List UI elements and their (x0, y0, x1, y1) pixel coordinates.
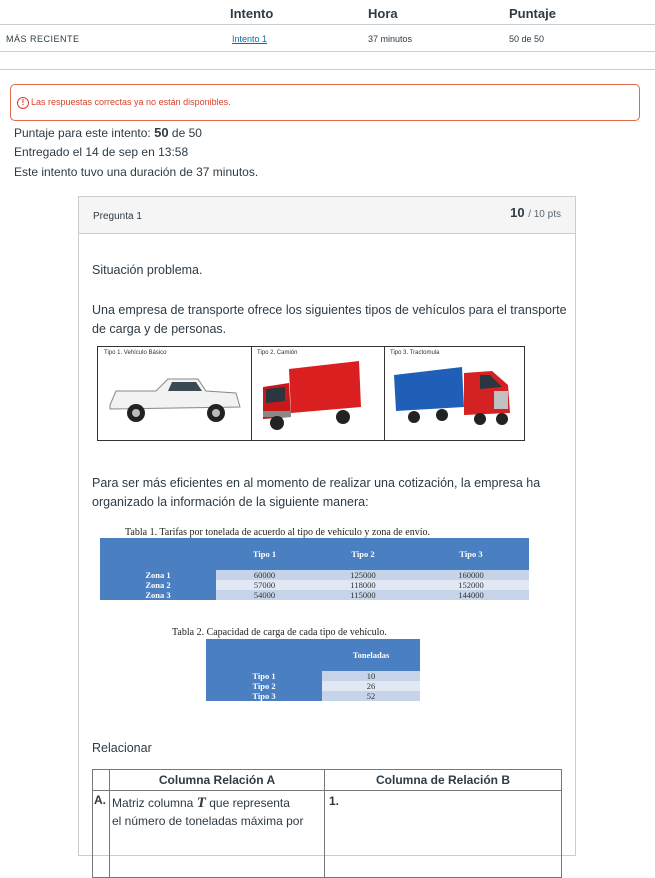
attempt-score: 50 de 50 (509, 34, 545, 44)
situation-heading: Situación problema. (92, 263, 203, 277)
rates-table (100, 538, 529, 600)
table1-header: Tipo 2 (313, 538, 413, 570)
efficiency-paragraph: Para ser más eficientes en al momento de realizar una cotización, la empresa ha organizado la información de la siguiente manera: (92, 476, 541, 509)
capacity-cell: 52 (322, 691, 420, 701)
box-truck-icon (251, 347, 384, 440)
table1-caption: Tabla 1. Tarifas por tonelada de acuerdo al tipo de vehículo y zona de envío. (125, 527, 430, 538)
table-row (100, 580, 529, 590)
table2-caption: Tabla 2. Capacidad de carga de cada tipo de vehículo. (172, 627, 387, 638)
row-a-content: Matriz columna T que representa el número de toneladas máxima por (110, 791, 325, 878)
rate-cell: 160000 (413, 570, 529, 580)
alert-text: Las respuestas correctas ya no están disponibles. (31, 97, 231, 107)
attempt-1-link[interactable]: Intento 1 (232, 34, 268, 44)
attempt-time: 37 minutos (368, 34, 413, 44)
vehicle-type-1: Tipo 1. Vehículo Básico (98, 347, 252, 440)
table1-header: Tipo 1 (216, 538, 313, 570)
type-label: Tipo 3 (206, 691, 322, 701)
submitted-date: Entregado el 14 de sep en 13:58 (14, 145, 189, 159)
rate-cell: 144000 (413, 590, 529, 600)
table2-header-corner (206, 639, 322, 671)
rate-cell: 60000 (216, 570, 313, 580)
relation-table (92, 769, 562, 878)
table-row (206, 691, 420, 701)
question-points: 10 / 10 pts (510, 205, 561, 220)
question-title: Pregunta 1 (93, 211, 142, 222)
zone-label: Zona 3 (100, 590, 216, 600)
table-row (100, 570, 529, 580)
table-row (100, 590, 529, 600)
vehicle-types-image (97, 346, 525, 441)
type-label: Tipo 2 (206, 681, 322, 691)
intro-paragraph: Una empresa de transporte ofrece los siguientes tipos de vehículos para el transporte de carga y de personas. (92, 303, 567, 336)
rate-cell: 54000 (216, 590, 313, 600)
table-row (93, 791, 562, 878)
math-symbol-t: T (196, 795, 206, 811)
attempt-row-label: MÁS RECIENTE (6, 34, 80, 44)
table-row (206, 671, 420, 681)
zone-label: Zona 2 (100, 580, 216, 590)
col-header-time: Hora (368, 6, 398, 21)
attempt-duration: Este intento tuvo una duración de 37 minutos. (14, 165, 259, 179)
vehicle-type-2: Tipo 2. Camión (251, 347, 385, 440)
row-divider (0, 51, 655, 52)
warning-circle-icon: ! (17, 97, 29, 109)
capacity-table (206, 639, 420, 701)
rate-cell: 125000 (313, 570, 413, 580)
rate-cell: 57000 (216, 580, 313, 590)
relate-label: Relacionar (92, 741, 152, 755)
score-value: 50 (154, 125, 169, 140)
rate-cell: 115000 (313, 590, 413, 600)
pickup-truck-icon (98, 347, 251, 440)
rate-cell: 152000 (413, 580, 529, 590)
answers-unavailable-alert (10, 84, 640, 121)
semi-truck-icon (384, 347, 524, 440)
table1-header: Tipo 3 (413, 538, 529, 570)
table-row (206, 681, 420, 691)
col-header-attempt: Intento (230, 6, 274, 21)
zone-label: Zona 1 (100, 570, 216, 580)
row-letter: A. (93, 791, 110, 878)
attempt-score-summary: Puntaje para este intento: 50 de 50 (14, 125, 202, 140)
table1-header-corner (100, 538, 216, 570)
vehicle-type-3: Tipo 3. Tractomula (384, 347, 524, 440)
header-divider (0, 24, 655, 25)
col-header-score: Puntaje (509, 6, 556, 21)
table2-header: Toneladas (322, 639, 420, 671)
row-b-number: 1. (325, 791, 562, 878)
section-divider (0, 69, 655, 70)
rate-cell: 118000 (313, 580, 413, 590)
relation-header-corner (93, 770, 110, 791)
question-header (79, 197, 575, 234)
col-a-header: Columna Relación A (110, 770, 325, 791)
capacity-cell: 26 (322, 681, 420, 691)
type-label: Tipo 1 (206, 671, 322, 681)
capacity-cell: 10 (322, 671, 420, 681)
col-b-header: Columna de Relación B (325, 770, 562, 791)
question-card (78, 196, 576, 856)
